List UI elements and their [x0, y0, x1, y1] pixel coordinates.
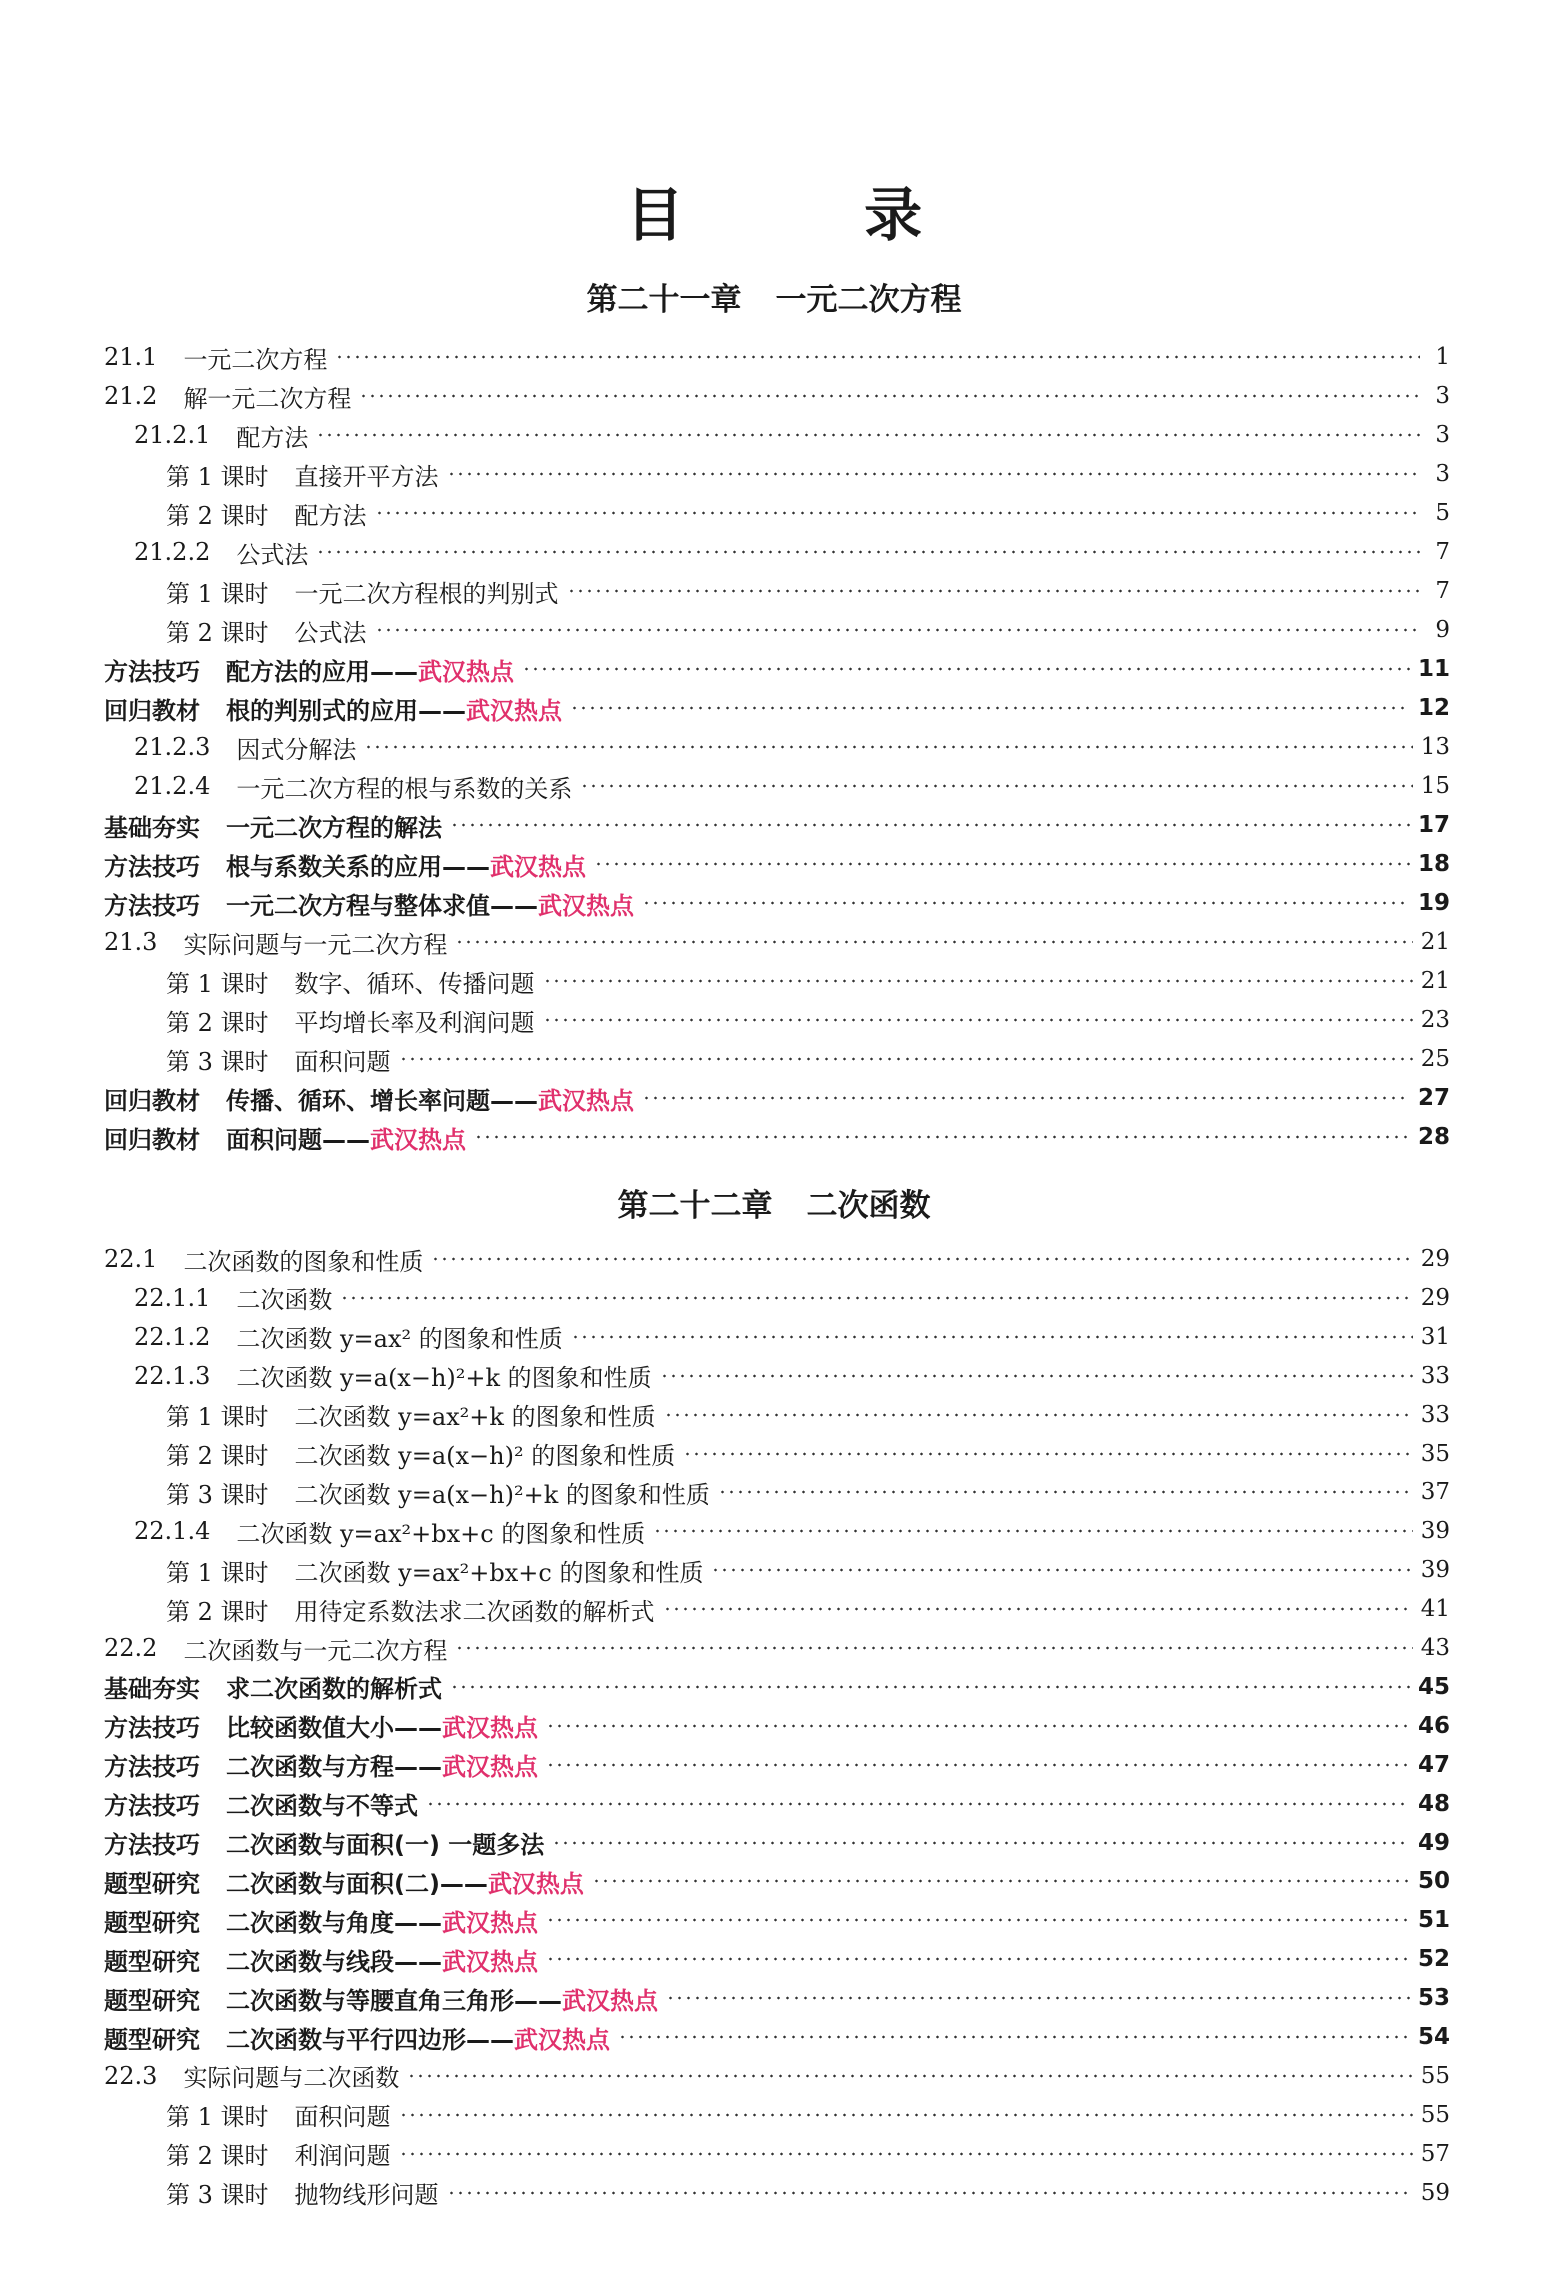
toc-entry[interactable]: [104, 377, 1450, 415]
toc-entry-title: 解一元二次方程: [183, 384, 352, 413]
toc-entry[interactable]: [104, 689, 1450, 727]
toc-entry-number: 22.1.4: [134, 1517, 211, 1546]
toc-entry-page-number: 17: [1417, 812, 1450, 838]
toc-entry-hot-tag: 武汉热点: [562, 1986, 658, 2015]
toc-entry-number: 第 1 课时: [166, 2103, 269, 2132]
toc-entry-number: 21.2.3: [134, 733, 211, 761]
toc-entry-dot-leader: [546, 1714, 1410, 1738]
toc-entry-number: 第 1 课时: [166, 1403, 269, 1432]
toc-entry[interactable]: [104, 338, 1450, 376]
toc-entry-number: 回归教材: [104, 696, 200, 725]
toc-entry-title: 二次函数 y=a(x−h)²+k 的图象和性质: [294, 1480, 710, 1509]
toc-entry[interactable]: [104, 416, 1450, 454]
toc-entry-title: 二次函数与方程——: [226, 1753, 442, 1782]
toc-entry[interactable]: [104, 923, 1450, 961]
toc-entry-number: 方法技巧: [104, 1714, 200, 1743]
toc-entry-dot-leader: [663, 1597, 1413, 1621]
toc-entry-dot-leader: [447, 462, 1420, 486]
toc-entry-dot-leader: [594, 852, 1410, 876]
toc-entry-number: 22.1.3: [134, 1361, 211, 1390]
toc-entry-number: 回归教材: [104, 1125, 200, 1154]
toc-entry-dot-leader: [546, 1908, 1410, 1932]
toc-entry-dot-leader: [316, 423, 1420, 447]
toc-entry[interactable]: [104, 1001, 1450, 1039]
toc-entry[interactable]: [104, 884, 1450, 922]
toc-entry-number: 题型研究: [104, 1869, 200, 1898]
toc-entry-page-number: 55: [1420, 2062, 1450, 2089]
toc-entry-number: 题型研究: [104, 1947, 200, 1976]
toc-entry-title: 一元二次方程根的判别式: [294, 579, 559, 608]
toc-entry-dot-leader: [718, 1480, 1413, 1504]
toc-entry-number: 第 2 课时: [166, 1442, 269, 1470]
toc-entry-title: 二次函数 y=ax²+k 的图象和性质: [294, 1403, 656, 1432]
toc-entry-number: 21.2: [104, 382, 158, 410]
toc-entry-dot-leader: [455, 930, 1412, 954]
toc-entry-page-number: 51: [1417, 1907, 1450, 1934]
toc-entry-title: 用待定系数法求二次函数的解析式: [294, 1597, 655, 1626]
toc-entry-title: 二次函数 y=a(x−h)² 的图象和性质: [294, 1442, 676, 1470]
toc-entry[interactable]: [104, 611, 1450, 649]
toc-entry-hot-tag: 武汉热点: [442, 1947, 538, 1976]
chapter-title-22: [0, 1180, 1548, 1225]
toc-entry-page-number: 11: [1417, 656, 1450, 682]
toc-entry-dot-leader: [546, 1753, 1410, 1777]
toc-entry-title: 二次函数与面积(一) 一题多法: [226, 1831, 545, 1859]
toc-entry-dot-leader: [455, 1636, 1412, 1660]
toc-entry-number: 22.3: [104, 2061, 158, 2090]
toc-entry-page-number: 1: [1435, 344, 1450, 370]
toc-entry-hot-tag: 武汉热点: [418, 657, 514, 686]
toc-entry-dot-leader: [474, 1125, 1410, 1149]
toc-entry-number: 第 2 课时: [166, 2142, 269, 2171]
toc-entry-number: 第 3 课时: [166, 2181, 269, 2210]
toc-entry-dot-leader: [618, 2025, 1410, 2049]
toc-entry-dot-leader: [567, 579, 1420, 603]
chapter-number: 第二十一章: [586, 282, 742, 318]
toc-entry-number: 回归教材: [104, 1086, 200, 1115]
toc-entry-number: 题型研究: [104, 1986, 200, 2015]
toc-entry[interactable]: [104, 1357, 1450, 1395]
toc-entry-dot-leader: [580, 774, 1412, 798]
toc-entry-page-number: 21: [1420, 968, 1450, 994]
toc-entry-title: 一元二次方程: [183, 345, 328, 374]
toc-entry[interactable]: [104, 1862, 1450, 1900]
toc-entry-dot-leader: [399, 2142, 1413, 2166]
toc-entry-page-number: 12: [1417, 695, 1450, 721]
toc-entry[interactable]: [104, 806, 1450, 844]
toc-entry[interactable]: [104, 1473, 1450, 1511]
toc-entry-page-number: 35: [1420, 1440, 1450, 1467]
toc-entry-page-number: 55: [1420, 2101, 1450, 2128]
toc-entry[interactable]: [104, 2018, 1450, 2056]
toc-entry[interactable]: [104, 1590, 1450, 1628]
toc-entry-title: 面积问题: [294, 1047, 391, 1076]
toc-entry[interactable]: [104, 455, 1450, 493]
toc-entry-dot-leader: [522, 657, 1410, 681]
toc-entry-page-number: 13: [1420, 734, 1450, 760]
toc-entry-page-number: 25: [1420, 1046, 1450, 1072]
toc-entry-dot-leader: [711, 1558, 1412, 1582]
toc-entry-number: 第 3 课时: [166, 1047, 269, 1076]
toc-entry-dot-leader: [666, 1986, 1410, 2010]
toc-entry-page-number: 50: [1417, 1868, 1450, 1895]
toc-entry-title: 面积问题——: [226, 1125, 370, 1154]
toc-entry-title: 直接开平方法: [294, 462, 439, 491]
toc-entry-page-number: 47: [1417, 1751, 1450, 1778]
toc-entry-page-number: 49: [1417, 1829, 1450, 1856]
toc-entry-number: 第 1 课时: [166, 462, 269, 491]
toc-entry-hot-tag: 武汉热点: [442, 1753, 538, 1782]
toc-entry[interactable]: [104, 650, 1450, 688]
toc-entry-number: 方法技巧: [104, 1792, 200, 1821]
toc-entry-page-number: 21: [1420, 929, 1450, 955]
toc-entry-title: 二次函数 y=a(x−h)²+k 的图象和性质: [236, 1364, 652, 1393]
toc-entry-page-number: 9: [1435, 617, 1450, 643]
toc-entry-dot-leader: [543, 969, 1413, 993]
toc-entry-hot-tag: 武汉热点: [370, 1125, 466, 1154]
toc-entry-title: 公式法: [236, 540, 309, 569]
toc-entry-dot-leader: [431, 1247, 1412, 1271]
toc-entry-dot-leader: [571, 1325, 1413, 1349]
toc-entry-title: 公式法: [294, 618, 367, 647]
toc-entry[interactable]: [104, 1629, 1450, 1667]
toc-entry-number: 21.1: [104, 343, 158, 371]
toc-entry-page-number: 54: [1417, 2024, 1450, 2050]
toc-entry[interactable]: [104, 1551, 1450, 1589]
toc-entry-page-number: 37: [1420, 1479, 1450, 1506]
toc-entry-number: 第 2 课时: [166, 501, 269, 530]
toc-entry[interactable]: [104, 1240, 1450, 1278]
toc-entry-hot-tag: 武汉热点: [490, 852, 586, 881]
toc-entry-page-number: 27: [1417, 1085, 1450, 1111]
toc-entry-title: 二次函数与不等式: [226, 1792, 418, 1821]
toc-entry[interactable]: [104, 2174, 1450, 2212]
toc-entry-dot-leader: [653, 1519, 1412, 1543]
toc-entry-page-number: 45: [1417, 1673, 1450, 1700]
toc-entry-title: 二次函数与平行四边形——: [226, 2025, 514, 2054]
toc-entry[interactable]: [104, 1940, 1450, 1978]
toc-entry-title: 一元二次方程的根与系数的关系: [236, 774, 573, 803]
toc-entry-title: 二次函数与角度——: [226, 1908, 442, 1937]
toc-entry-hot-tag: 武汉热点: [538, 1086, 634, 1115]
toc-entry-title: 二次函数: [236, 1286, 333, 1315]
toc-entry-dot-leader: [570, 696, 1410, 720]
toc-entry-page-number: 3: [1435, 422, 1450, 448]
toc-entry-number: 第 1 课时: [166, 1558, 269, 1587]
toc-entry-title: 二次函数 y=ax²+bx+c 的图象和性质: [236, 1519, 646, 1548]
toc-entry[interactable]: [104, 1707, 1450, 1745]
toc-entry[interactable]: [104, 1040, 1450, 1078]
toc-entry-page-number: 33: [1420, 1401, 1450, 1428]
toc-entry-page-number: 41: [1420, 1596, 1450, 1623]
toc-entry-title: 二次函数 y=ax²+bx+c 的图象和性质: [294, 1558, 704, 1587]
toc-entry[interactable]: [104, 533, 1450, 571]
toc-entry-number: 方法技巧: [104, 852, 200, 881]
toc-entry-title: 传播、循环、增长率问题——: [226, 1086, 538, 1115]
toc-entry-number: 题型研究: [104, 1908, 200, 1937]
toc-entry-dot-leader: [375, 501, 1420, 525]
toc-entry-dot-leader: [340, 1286, 1412, 1310]
toc-entry-title: 抛物线形问题: [294, 2181, 439, 2210]
toc-entry-number: 22.1.2: [134, 1322, 211, 1351]
toc-entry-title: 配方法: [294, 501, 367, 530]
toc-entry-title: 一元二次方程与整体求值——: [226, 891, 538, 920]
chapter-name: 二次函数: [806, 1188, 931, 1224]
toc-entry-page-number: 33: [1420, 1362, 1450, 1389]
toc-entry-hot-tag: 武汉热点: [487, 1869, 584, 1898]
toc-entry[interactable]: [104, 2135, 1450, 2173]
toc-entry[interactable]: [104, 845, 1450, 883]
toc-entry-number: 21.2.2: [134, 538, 211, 566]
toc-entry[interactable]: [104, 1979, 1450, 2017]
page-title: 目 录: [625, 181, 1003, 249]
toc-entry[interactable]: [104, 728, 1450, 766]
toc-entry-number: 方法技巧: [104, 1753, 200, 1782]
toc-entry-number: 基础夯实: [104, 1675, 200, 1704]
toc-entry-dot-leader: [450, 813, 1410, 837]
toc-entry-dot-leader: [546, 1947, 1410, 1971]
toc-entry-page-number: 5: [1435, 500, 1450, 526]
toc-entry[interactable]: [104, 494, 1450, 532]
toc-entry-title: 实际问题与二次函数: [183, 2064, 400, 2093]
toc-entry-title: 利润问题: [294, 2142, 391, 2171]
toc-entry-hot-tag: 武汉热点: [442, 1714, 538, 1743]
toc-entry-number: 22.2: [104, 1634, 158, 1662]
toc-entry-hot-tag: 武汉热点: [514, 2025, 610, 2054]
toc-entry-title: 根与系数关系的应用——: [226, 852, 490, 881]
toc-entry[interactable]: [104, 2096, 1450, 2134]
toc-entry-dot-leader: [426, 1792, 1410, 1816]
toc-entry[interactable]: [104, 767, 1450, 805]
toc-entry-dot-leader: [683, 1442, 1413, 1466]
toc-entry-dot-leader: [359, 384, 1420, 408]
toc-entry-title: 一元二次方程的解法: [226, 813, 442, 842]
toc-entry-hot-tag: 武汉热点: [466, 696, 562, 725]
toc-entry-number: 第 2 课时: [166, 1597, 269, 1626]
toc-entry-page-number: 3: [1435, 461, 1450, 487]
toc-entry-title: 比较函数值大小——: [226, 1714, 442, 1743]
toc-entry-page-number: 29: [1420, 1246, 1450, 1272]
toc-entry-dot-leader: [642, 1086, 1410, 1110]
toc-entry[interactable]: [104, 1746, 1450, 1784]
toc-entry-title: 二次函数与一元二次方程: [183, 1636, 448, 1665]
toc-entry-page-number: 57: [1420, 2140, 1450, 2167]
toc-entry[interactable]: [104, 1824, 1450, 1862]
toc-entry-dot-leader: [552, 1831, 1410, 1855]
chapter-number: 第二十二章: [617, 1188, 773, 1224]
toc-entry-number: 方法技巧: [104, 1831, 200, 1859]
toc-entry-title: 根的判别式的应用——: [226, 696, 466, 725]
toc-entry-dot-leader: [660, 1364, 1413, 1388]
toc-entry-title: 数字、循环、传播问题: [294, 969, 535, 998]
toc-entry-page-number: 39: [1420, 1518, 1450, 1545]
toc-entry-dot-leader: [450, 1675, 1410, 1699]
toc-entry-dot-leader: [447, 2181, 1413, 2205]
toc-entry-page-number: 31: [1420, 1323, 1450, 1350]
toc-entry-number: 21.3: [104, 928, 158, 956]
toc-entry-number: 题型研究: [104, 2025, 200, 2054]
toc-entry-number: 21.2.1: [134, 421, 211, 449]
toc-entry[interactable]: [104, 1785, 1450, 1823]
chapter-name: 一元二次方程: [775, 282, 962, 318]
toc-entry-title: 配方法: [236, 423, 309, 452]
toc-entry[interactable]: [104, 1901, 1450, 1939]
toc-entry[interactable]: [104, 1318, 1450, 1356]
toc-entry-page-number: 7: [1435, 539, 1450, 565]
toc-entry-title: 二次函数与等腰直角三角形——: [226, 1986, 562, 2015]
toc-entry-dot-leader: [642, 891, 1410, 915]
toc-entry-dot-leader: [592, 1869, 1410, 1893]
toc-entry-number: 22.1: [104, 1245, 158, 1273]
toc-entry[interactable]: [104, 1512, 1450, 1550]
toc-entry-title: 面积问题: [294, 2103, 391, 2132]
toc-entry[interactable]: [104, 2057, 1450, 2095]
toc-entry-page-number: 46: [1417, 1712, 1450, 1739]
toc-entry-number: 第 2 课时: [166, 1008, 269, 1037]
toc-entry[interactable]: [104, 1396, 1450, 1434]
toc-entry[interactable]: [104, 1118, 1450, 1156]
toc-entry-number: 方法技巧: [104, 657, 200, 686]
toc-entry-hot-tag: 武汉热点: [538, 891, 634, 920]
toc-entry[interactable]: [104, 572, 1450, 610]
toc-entry-dot-leader: [543, 1008, 1413, 1032]
toc-entry-number: 21.2.4: [134, 772, 211, 800]
toc-entry[interactable]: [104, 1079, 1450, 1117]
toc-entry-dot-leader: [399, 2103, 1413, 2127]
toc-entry-page-number: 15: [1420, 773, 1450, 799]
toc-entry-page-number: 43: [1420, 1635, 1450, 1661]
toc-entry-dot-leader: [316, 540, 1420, 564]
toc-entry-title: 平均增长率及利润问题: [294, 1008, 535, 1037]
toc-entry-title: 二次函数与线段——: [226, 1947, 442, 1976]
toc-entry[interactable]: [104, 962, 1450, 1000]
toc-entry-number: 22.1.1: [134, 1283, 211, 1312]
toc-entry-number: 第 1 课时: [166, 969, 269, 998]
toc-entry-title: 实际问题与一元二次方程: [183, 930, 448, 959]
toc-entry-page-number: 7: [1435, 578, 1450, 604]
toc-entry-page-number: 48: [1417, 1790, 1450, 1817]
toc-entry-title: 配方法的应用——: [226, 657, 418, 686]
toc-entry-page-number: 52: [1417, 1946, 1450, 1973]
chapter-title-21: [0, 274, 1548, 319]
toc-entry-dot-leader: [407, 2064, 1412, 2088]
toc-entry-number: 第 2 课时: [166, 618, 269, 647]
toc-entry-number: 第 3 课时: [166, 1480, 269, 1509]
toc-entry-dot-leader: [364, 735, 1412, 759]
toc-entry-dot-leader: [664, 1403, 1413, 1427]
toc-entry-page-number: 39: [1420, 1557, 1450, 1584]
toc-entry-dot-leader: [399, 1047, 1413, 1071]
toc-entry[interactable]: [104, 1435, 1450, 1473]
toc-entry-page-number: 23: [1420, 1007, 1450, 1033]
toc-entry-title: 求二次函数的解析式: [226, 1675, 442, 1704]
toc-entry-page-number: 29: [1420, 1284, 1450, 1311]
toc-entry-page-number: 19: [1417, 890, 1450, 916]
toc-entry-title: 二次函数与面积(二)——: [226, 1869, 488, 1898]
toc-entry-title: 二次函数的图象和性质: [183, 1247, 424, 1276]
toc-entry-page-number: 18: [1417, 851, 1450, 877]
toc-entry-title: 因式分解法: [236, 735, 357, 764]
toc-entry-number: 第 1 课时: [166, 579, 269, 608]
toc-entry-page-number: 59: [1420, 2179, 1450, 2206]
toc-entry-dot-leader: [375, 618, 1420, 642]
toc-entry-page-number: 53: [1417, 1985, 1450, 2012]
toc-entry-number: 方法技巧: [104, 891, 200, 920]
toc-entry[interactable]: [104, 1668, 1450, 1706]
toc-entry-title: 二次函数 y=ax² 的图象和性质: [236, 1325, 563, 1354]
toc-entry-hot-tag: 武汉热点: [442, 1908, 538, 1937]
toc-entry[interactable]: [104, 1279, 1450, 1317]
toc-entry-page-number: 3: [1435, 383, 1450, 409]
toc-entry-number: 基础夯实: [104, 813, 200, 842]
toc-entry-page-number: 28: [1417, 1124, 1450, 1150]
toc-entry-dot-leader: [335, 345, 1420, 369]
